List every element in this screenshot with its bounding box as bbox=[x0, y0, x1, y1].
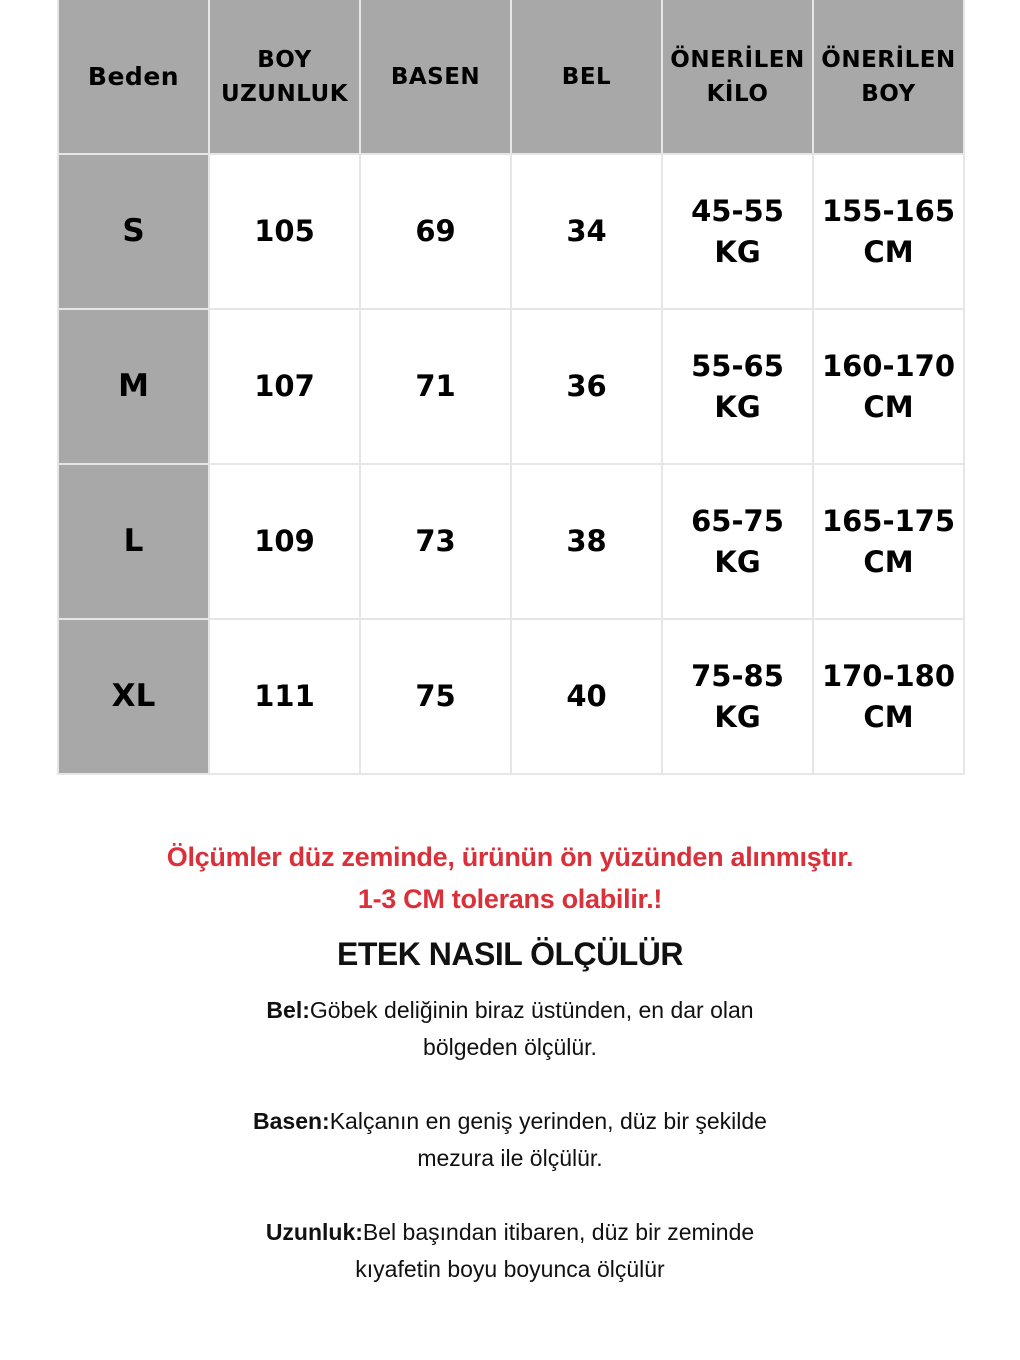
guide-term: Bel: bbox=[266, 997, 310, 1023]
basen-value: 71 bbox=[360, 309, 511, 464]
basen-value: 69 bbox=[360, 154, 511, 309]
header-beden: Beden bbox=[58, 0, 209, 154]
table-row bbox=[58, 154, 964, 309]
boy-value: 160-170 CM bbox=[813, 309, 964, 464]
basen-value: 73 bbox=[360, 464, 511, 619]
boy-uzunluk-value: 109 bbox=[209, 464, 360, 619]
guide-text: Göbek deliğinin biraz üstünden, en dar olan bölgeden ölçülür. bbox=[309, 997, 754, 1060]
guide-item-basen bbox=[230, 1103, 790, 1177]
header-onerilen-kilo: ÖNERİLEN KİLO bbox=[662, 0, 813, 154]
boy-uzunluk-value: 111 bbox=[209, 619, 360, 774]
bel-value: 34 bbox=[511, 154, 662, 309]
bel-value: 40 bbox=[511, 619, 662, 774]
warning-line-1: Ölçümler düz zeminde, ürünün ön yüzünden alınmıştır. bbox=[166, 842, 854, 872]
boy-value: 165-175 CM bbox=[813, 464, 964, 619]
table-row bbox=[58, 309, 964, 464]
size-label: M bbox=[58, 309, 209, 464]
size-chart-table bbox=[57, 0, 965, 775]
guide-item-bel bbox=[230, 992, 790, 1066]
guide-item-uzunluk bbox=[230, 1214, 790, 1288]
header-basen: BASEN bbox=[360, 0, 511, 154]
guide-text: Bel başından itibaren, düz bir zeminde kıyafetin boyu boyunca ölçülür bbox=[355, 1219, 755, 1282]
size-label: S bbox=[58, 154, 209, 309]
table-row bbox=[58, 464, 964, 619]
basen-value: 75 bbox=[360, 619, 511, 774]
kilo-value: 75-85 KG bbox=[662, 619, 813, 774]
table-row bbox=[58, 619, 964, 774]
header-bel: BEL bbox=[511, 0, 662, 154]
size-label: L bbox=[58, 464, 209, 619]
header-boy-uzunluk: BOY UZUNLUK bbox=[209, 0, 360, 154]
measurement-warning bbox=[0, 836, 1020, 920]
warning-line-2: 1-3 CM tolerans olabilir.! bbox=[357, 884, 663, 914]
boy-uzunluk-value: 105 bbox=[209, 154, 360, 309]
header-onerilen-boy: ÖNERİLEN BOY bbox=[813, 0, 964, 154]
boy-uzunluk-value: 107 bbox=[209, 309, 360, 464]
bel-value: 38 bbox=[511, 464, 662, 619]
measurement-guide bbox=[0, 992, 1020, 1325]
guide-term: Basen: bbox=[253, 1108, 330, 1134]
boy-value: 170-180 CM bbox=[813, 619, 964, 774]
kilo-value: 55-65 KG bbox=[662, 309, 813, 464]
table-header-row bbox=[58, 0, 964, 154]
guide-text: Kalçanın en geniş yerinden, düz bir şekilde mezura ile ölçülür. bbox=[329, 1108, 767, 1171]
size-label: XL bbox=[58, 619, 209, 774]
kilo-value: 65-75 KG bbox=[662, 464, 813, 619]
kilo-value: 45-55 KG bbox=[662, 154, 813, 309]
guide-term: Uzunluk: bbox=[265, 1219, 363, 1245]
boy-value: 155-165 CM bbox=[813, 154, 964, 309]
measurement-guide-title: ETEK NASIL ÖLÇÜLÜR bbox=[337, 936, 683, 972]
bel-value: 36 bbox=[511, 309, 662, 464]
